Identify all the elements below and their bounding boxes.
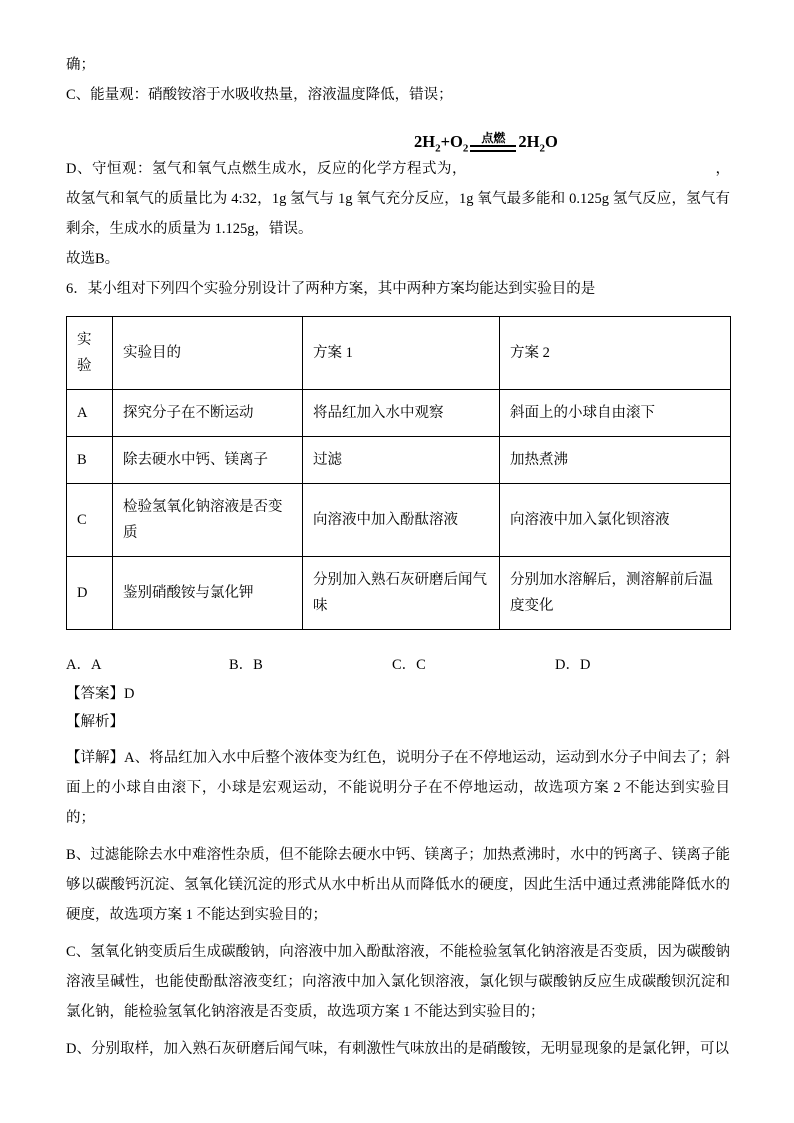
cell-purpose: 鉴别硝酸铵与氯化钾 bbox=[113, 557, 303, 630]
text-run: A、将品红加入水中后整个液体变为红色，说明分子在不停地运动，运动到水分子中间去了；斜面上的小球自由滚下，小球是宏观运动，不能说明分子在不停地运动，故选项方案 2 不能达到实验目的； bbox=[66, 750, 731, 826]
cell-plan2: 分别加水溶解后，测溶解前后温度变化 bbox=[500, 557, 731, 630]
table-header-row bbox=[67, 317, 731, 390]
text-run: ，故氢气和氧气的质量比为 4:32，1g 氢气与 1g 氧气充分反应，1g 氧气最多能和 0.125g 氢气反应，氢气有剩余，生成水的质量为 1.125g，错误。 bbox=[66, 161, 730, 237]
detail-paragraph-a bbox=[66, 743, 730, 833]
option-c: C．C bbox=[392, 657, 426, 673]
cell-plan1: 向溶液中加入酚酞溶液 bbox=[303, 484, 500, 557]
cell-plan1: 过滤 bbox=[303, 437, 500, 484]
cell-plan2: 向溶液中加入氯化钡溶液 bbox=[500, 484, 731, 557]
text-run: D、守恒观：氢气和氧气点燃生成水，反应的化学方程式为， bbox=[66, 161, 467, 177]
answer-line bbox=[66, 680, 730, 708]
experiment-plans-table bbox=[66, 316, 731, 630]
analysis-label-line: 【解析】 bbox=[66, 714, 124, 730]
cell-plan1: 分别加入熟石灰研磨后闻气味 bbox=[303, 557, 500, 630]
cell-experiment-id: D bbox=[67, 557, 113, 630]
chemical-equation bbox=[414, 116, 730, 154]
detail-paragraph-c: C、氢氧化钠变质后生成碳酸钠，向溶液中加入酚酞溶液，不能检验氢氧化钠溶液是否变质，因为碳酸钠溶液呈碱性，也能使酚酞溶液变红；向溶液中加入氯化钡溶液，氯化钡与碳酸钠反应生成碳酸钡沉淀和氯化钠，能检验氢氧化钠溶液是否变质，故选项方案 1 不能达到实验目的； bbox=[66, 944, 730, 1020]
header-purpose: 实验目的 bbox=[113, 317, 303, 390]
cell-experiment-id: A bbox=[67, 390, 113, 437]
cell-experiment-id: C bbox=[67, 484, 113, 557]
cell-plan2: 加热煮沸 bbox=[500, 437, 731, 484]
cell-purpose: 检验氢氧化钠溶液是否变质 bbox=[113, 484, 303, 557]
answer-options-row bbox=[66, 650, 730, 680]
table-row bbox=[67, 484, 731, 557]
question-6-stem: 6．某小组对下列四个实验分别设计了两种方案，其中两种方案均能达到实验目的是 bbox=[66, 281, 596, 297]
answer-value: D bbox=[124, 686, 135, 702]
equation-reactants: $2H_2+O_2$ bbox=[414, 131, 469, 154]
header-plan1: 方案 1 bbox=[303, 317, 500, 390]
table-row bbox=[67, 557, 731, 630]
detail-label: 【详解】 bbox=[66, 750, 125, 766]
detail-paragraph-b: B、过滤能除去水中难溶性杂质，但不能除去硬水中钙、镁离子；加热煮沸时，水中的钙离子、镁离子能够以碳酸钙沉淀、氢氧化镁沉淀的形式从水中析出从而降低水的硬度，因此生活中通过煮沸能降低水的硬度，故选项方案 1 不能达到实验目的； bbox=[66, 847, 730, 923]
condition-text: 点燃 bbox=[481, 131, 506, 145]
cell-experiment-id: B bbox=[67, 437, 113, 484]
reaction-condition bbox=[470, 131, 516, 152]
detail-paragraph-d: D、分别取样，加入熟石灰研磨后闻气味，有刺激性气味放出的是硝酸铵，无明显现象的是氯化钾，可以 bbox=[66, 1041, 729, 1057]
header-experiment: 实验 bbox=[67, 317, 113, 390]
double-line-icon bbox=[470, 145, 516, 152]
cell-plan1: 将品红加入水中观察 bbox=[303, 390, 500, 437]
equation-product: $2H_2O$ bbox=[518, 131, 558, 154]
cell-purpose: 除去硬水中钙、镁离子 bbox=[113, 437, 303, 484]
cell-plan2: 斜面上的小球自由滚下 bbox=[500, 390, 731, 437]
option-b: B．B bbox=[229, 657, 263, 673]
table-row bbox=[67, 437, 731, 484]
paragraph-point-d-conservation bbox=[66, 154, 730, 244]
paragraph-conclusion: 故选B。 bbox=[66, 251, 120, 267]
paragraph-head-fragment: 确； bbox=[66, 57, 95, 73]
answer-label: 【答案】 bbox=[66, 686, 124, 702]
cell-purpose: 探究分子在不断运动 bbox=[113, 390, 303, 437]
option-a: A．A bbox=[66, 657, 102, 673]
paragraph-point-c: C、能量观：硝酸铵溶于水吸收热量，溶液温度降低，错误； bbox=[66, 87, 453, 103]
option-d: D．D bbox=[555, 657, 591, 673]
table-row bbox=[67, 390, 731, 437]
header-plan2: 方案 2 bbox=[500, 317, 731, 390]
